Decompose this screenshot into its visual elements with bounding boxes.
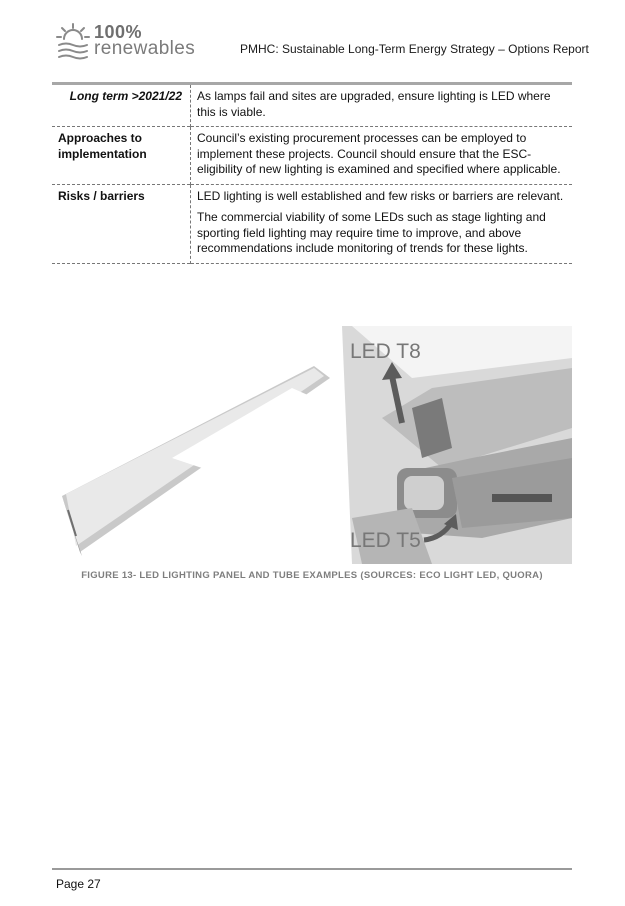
document-title: PMHC: Sustainable Long-Term Energy Strategy – Options Report xyxy=(240,42,589,56)
logo-wordmark: renewables xyxy=(94,38,196,59)
row-paragraph: Council’s existing procurement processes can be employed to implement these projects. Council should ensure that the ESC-eligibility of new lighting is examined and specified where applicable. xyxy=(197,131,561,176)
row-paragraph: As lamps fail and sites are upgraded, ensure lighting is LED where this is viable. xyxy=(197,89,551,119)
options-table xyxy=(52,85,572,264)
company-logo xyxy=(56,22,206,62)
row-label: Long term >2021/22 xyxy=(52,85,191,127)
led-figure xyxy=(52,318,572,566)
figure-caption: FIGURE 13- LED LIGHTING PANEL AND TUBE EXAMPLES (SOURCES: ECO LIGHT LED, QUORA) xyxy=(81,570,543,581)
table-row xyxy=(52,184,572,263)
row-label: Risks / barriers xyxy=(52,184,191,263)
footer-divider xyxy=(52,868,572,870)
row-value xyxy=(191,85,573,127)
row-paragraph: LED lighting is well established and few risks or barriers are relevant. xyxy=(197,188,564,203)
led-figure-graphic xyxy=(52,318,572,566)
table-row xyxy=(52,127,572,185)
sun-wind-icon xyxy=(56,22,92,62)
led-t8-label: LED T8 xyxy=(350,340,421,363)
led-t5-label: LED T5 xyxy=(350,529,421,552)
led-panel-image xyxy=(62,366,330,556)
row-value xyxy=(191,127,573,185)
row-label: Approaches to implementation xyxy=(52,127,191,185)
page-number: Page 27 xyxy=(56,877,101,891)
logo-percent: 100% xyxy=(94,22,143,42)
row-value xyxy=(191,184,573,263)
row-paragraph: The commercial viability of some LEDs such as stage lighting and sporting field lighting may require time to improve, and above recommendations include monitoring of trends for these lights. xyxy=(197,210,546,255)
table-row xyxy=(52,85,572,127)
